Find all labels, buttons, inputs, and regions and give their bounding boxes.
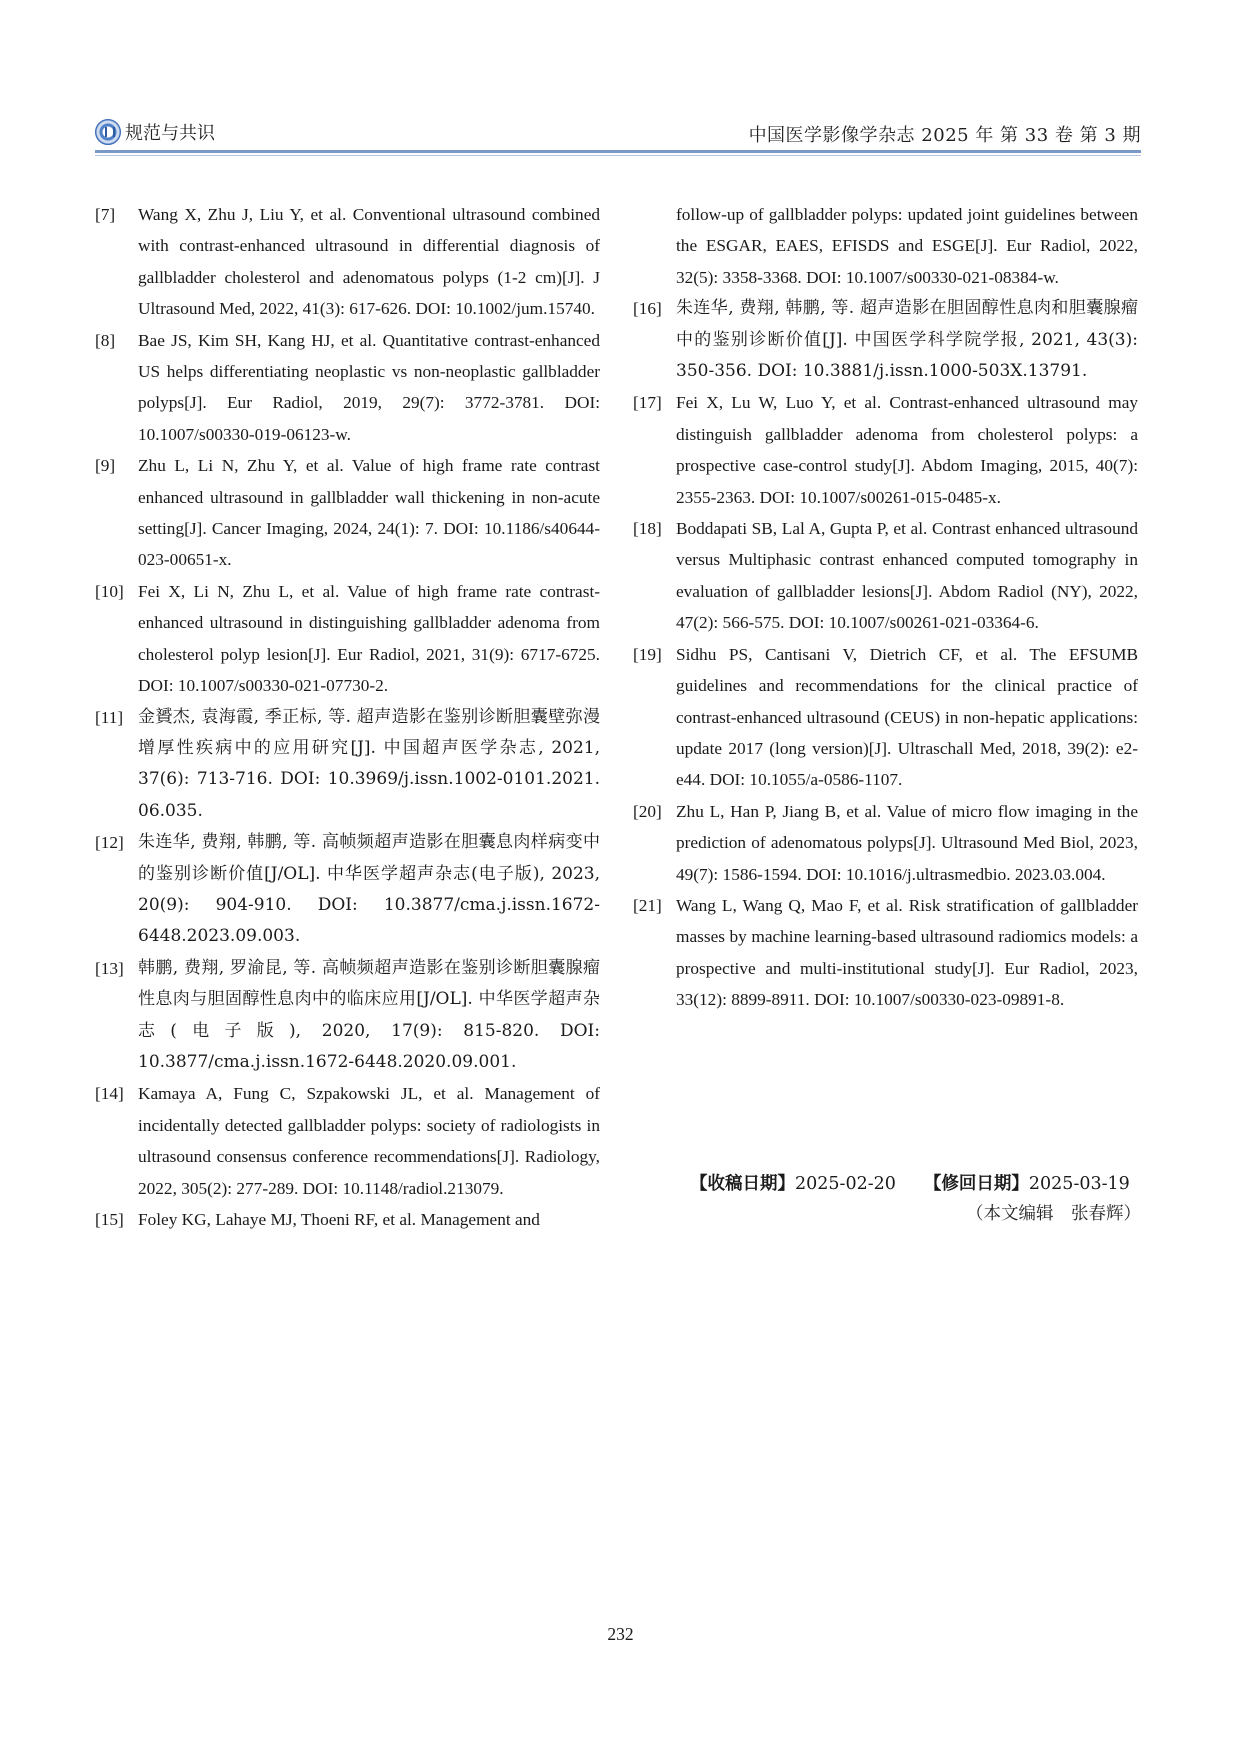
reference-item xyxy=(95,325,600,451)
reference-item xyxy=(95,450,600,576)
reference-item xyxy=(95,199,600,325)
reference-number: [21] xyxy=(633,895,662,915)
reference-text: 金贇杰, 袁海霞, 季正标, 等. 超声造影在鉴别诊断胆囊壁弥漫增厚性疾病中的应用研究[J]. 中国超声医学杂志, 2021, 37(6): 713-716. DOI: 10.3969/j.issn.1002-0101.2021. 06.035. xyxy=(138,706,600,821)
reference-text: 朱连华, 费翔, 韩鹏, 等. 超声造影在胆固醇性息肉和胆囊腺瘤中的鉴别诊断价值[J]. 中国医学科学院学报, 2021, 43(3): 350-356. DOI: 10.3881/j.issn.1000-503X.13791. xyxy=(676,298,1138,382)
received-label: 【收稿日期】 xyxy=(690,1174,795,1194)
reference-number: [12] xyxy=(95,833,124,853)
running-header xyxy=(95,119,1141,149)
reference-text: Sidhu PS, Cantisani V, Dietrich CF, et al. The EFSUMB guidelines and recommendations for the clinical practice of contrast-enhanced ultrasound (CEUS) in non-hepatic applications: update 2017 (long version)[J]. Ultraschall Med, 2018, 39(2): e2-e44. DOI: 10.1055/a-0586-1107. xyxy=(676,644,1138,790)
manuscript-dates xyxy=(690,1170,1130,1195)
reference-text: 朱连华, 费翔, 韩鹏, 等. 高帧频超声造影在胆囊息肉样病变中的鉴别诊断价值[J/OL]. 中华医学超声杂志(电子版), 2023, 20(9): 904-910. DOI: 10.3877/cma.j.issn.1672-6448.2023.09.003. xyxy=(138,832,600,947)
reference-item xyxy=(633,796,1138,890)
reference-item xyxy=(95,827,600,953)
reference-number: [13] xyxy=(95,958,124,978)
references-left-column xyxy=(95,199,600,1235)
reference-item xyxy=(95,576,600,702)
reference-text: 韩鹏, 费翔, 罗渝昆, 等. 高帧频超声造影在鉴别诊断胆囊腺瘤性息肉与胆固醇性息肉中的临床应用[J/OL]. 中华医学超声杂志(电子版), 2020, 17(9): 815-820. DOI: 10.3877/cma.j.issn.1672-6448.2020.09.001. xyxy=(138,957,600,1072)
header-rule xyxy=(95,150,1141,153)
reference-text: Kamaya A, Fung C, Szpakowski JL, et al. Management of incidentally detected gallbladder polyps: society of radiologists in ultrasound consensus conference recommendations[J]. Radiology, 2022, 305(2): 277-289. DOI: 10.1148/radiol.213079. xyxy=(138,1084,600,1198)
reference-text: Fei X, Lu W, Luo Y, et al. Contrast-enhanced ultrasound may distinguish gallbladder adenoma from cholesterol polyps: a prospective case-control study[J]. Abdom Imaging, 2015, 40(7): 2355-2363. DOI: 10.1007/s00261-015-0485-x. xyxy=(676,393,1138,507)
section-label-group xyxy=(95,119,215,145)
references-right-column xyxy=(633,199,1138,1016)
reference-number: [14] xyxy=(95,1084,124,1104)
revised-label: 【修回日期】 xyxy=(923,1174,1029,1194)
reference-number: [8] xyxy=(95,330,116,350)
reference-text: Boddapati SB, Lal A, Gupta P, et al. Contrast enhanced ultrasound versus Multiphasic contrast enhanced computed tomography in evaluation of gallbladder lesions[J]. Abdom Radiol (NY), 2022, 47(2): 566-575. DOI: 10.1007/s00261-021-03364-6. xyxy=(676,519,1138,633)
reference-text: Fei X, Li N, Zhu L, et al. Value of high frame rate contrast-enhanced ultrasound in distinguishing gallbladder adenoma from cholesterol polyp lesion[J]. Eur Radiol, 2021, 31(9): 6717-6725. DOI: 10.1007/s00330-021-07730-2. xyxy=(138,581,600,696)
reference-item xyxy=(95,1204,600,1235)
reference-number: [7] xyxy=(95,205,116,224)
reference-text: Foley KG, Lahaye MJ, Thoeni RF, et al. Management and xyxy=(138,1210,540,1229)
revised-date: 2025-03-19 xyxy=(1028,1174,1130,1194)
reference-text: Wang X, Zhu J, Liu Y, et al. Conventional ultrasound combined with contrast-enhanced ultrasound in differential diagnosis of gallbladder cholesterol and adenomatous polyps (1-2 cm)[J]. J Ultrasound Med, 2022, 41(3): 617-626. DOI: 10.1002/jum.15740. xyxy=(138,205,600,319)
reference-item xyxy=(633,199,1138,293)
reference-item xyxy=(633,293,1138,387)
reference-text: Zhu L, Han P, Jiang B, et al. Value of micro flow imaging in the prediction of adenomatous polyps[J]. Ultrasound Med Biol, 2023, 49(7): 1586-1594. DOI: 10.1016/j.ultrasmedbio. 2023.03.004. xyxy=(676,801,1138,884)
reference-item xyxy=(95,702,600,828)
section-label: 规范与共识 xyxy=(125,123,215,144)
reference-item xyxy=(633,387,1138,513)
reference-number: [15] xyxy=(95,1210,124,1229)
reference-number: [20] xyxy=(633,801,662,821)
received-date: 2025-02-20 xyxy=(795,1174,896,1194)
journal-issue-info: 中国医学影像学杂志 2025 年 第 33 卷 第 3 期 xyxy=(748,125,1141,146)
reference-number: [17] xyxy=(633,393,662,413)
reference-text: follow-up of gallbladder polyps: updated joint guidelines between the ESGAR, EAES, EFISDS and ESGE[J]. Eur Radiol, 2022, 32(5): 3358-3368. DOI: 10.1007/s00330-021-08384-w. xyxy=(676,205,1138,287)
reference-item xyxy=(95,953,600,1079)
reference-item xyxy=(95,1078,600,1204)
reference-number: [18] xyxy=(633,519,662,539)
page-number: 232 xyxy=(607,1624,634,1644)
header-rule-thin xyxy=(95,155,1141,156)
reference-text: Zhu L, Li N, Zhu Y, et al. Value of high frame rate contrast enhanced ultrasound in gallbladder wall thickening in non-acute setting[J]. Cancer Imaging, 2024, 24(1): 7. DOI: 10.1186/s40644-023-00651-x. xyxy=(138,456,600,570)
reference-item xyxy=(633,890,1138,1016)
reference-item xyxy=(633,639,1138,796)
reference-number: [19] xyxy=(633,644,662,664)
reference-item xyxy=(633,513,1138,639)
reference-number: [11] xyxy=(95,707,124,727)
reference-number: [10] xyxy=(95,581,124,601)
reference-number: [16] xyxy=(633,299,662,319)
reference-number: [9] xyxy=(95,456,116,476)
journal-logo-icon xyxy=(95,119,121,145)
reference-text: Wang L, Wang Q, Mao F, et al. Risk stratification of gallbladder masses by machine learning-based ultrasound radiomics models: a prospective and multi-institutional study[J]. Eur Radiol, 2023, 33(12): 8899-8911. DOI: 10.1007/s00330-023-09891-8. xyxy=(676,895,1138,1010)
editor-note: （本文编辑 张春辉） xyxy=(966,1204,1141,1224)
reference-text: Bae JS, Kim SH, Kang HJ, et al. Quantitative contrast-enhanced US helps differentiating neoplastic vs non-neoplastic gallbladder polyps[J]. Eur Radiol, 2019, 29(7): 3772-3781. DOI: 10.1007/s00330-019-06123-w. xyxy=(138,330,600,444)
